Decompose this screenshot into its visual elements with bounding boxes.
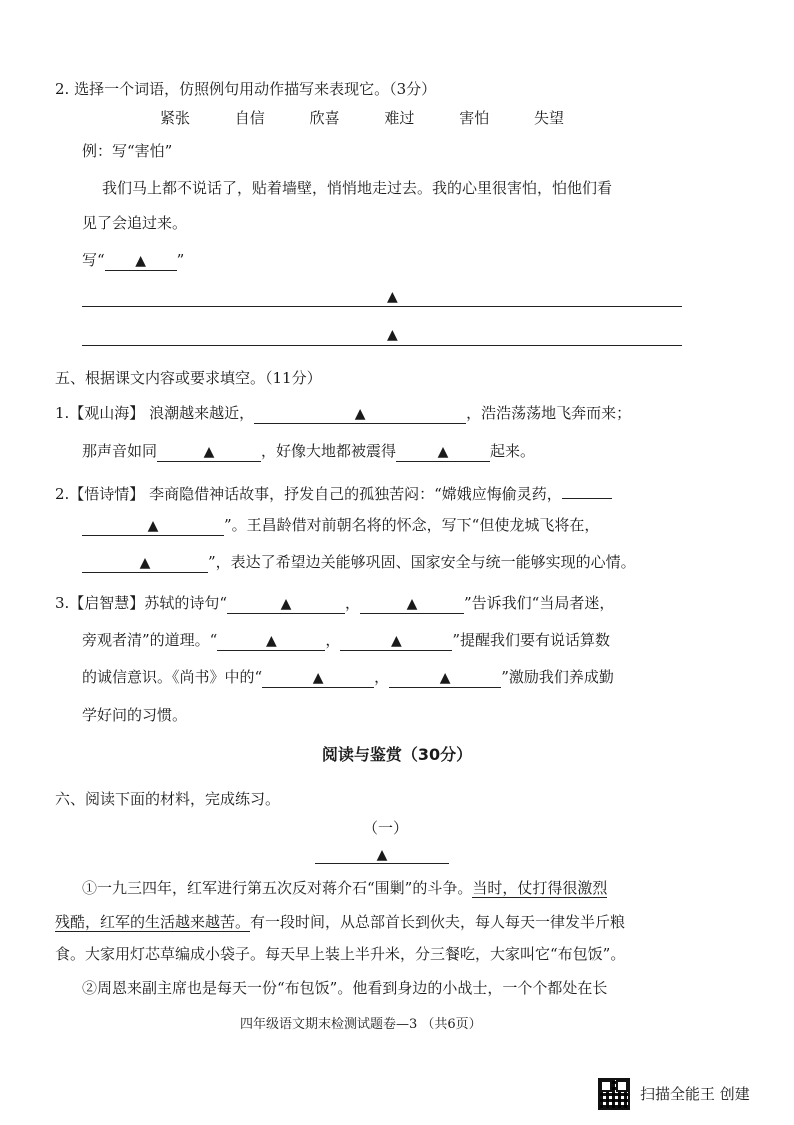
- fill-blank[interactable]: ▲: [217, 630, 325, 651]
- qr-code-icon: [598, 1078, 630, 1110]
- q2-prompt: 2. 选择一个词语，仿照例句用动作描写来表现它。（3分）: [55, 80, 437, 98]
- s5-item-3-line-3: 的诚信意识。《尚书》中的“ ▲ ， ▲ ”激励我们养成勤: [82, 668, 614, 686]
- passage-p1-line-1: ①一九三四年，红军进行第五次反对蒋介石“围剿”的斗争。当时，仗打得很激烈: [82, 879, 608, 897]
- s5-item-2-line-1: 2.【悟诗情】 李商隐借神话故事，抒发自己的孤独苦闷：“嫦娥应悔偷灵药，: [55, 478, 612, 504]
- passage-p1-line-3: 食。大家用灯芯草编成小袋子。每天早上装上半升米，分三餐吃，大家叫它“布包饭”。: [55, 945, 626, 963]
- answer-line[interactable]: [82, 306, 682, 307]
- s5-item-3-line-2: 旁观者清”的道理。“ ▲ ， ▲ ”提醒我们要有说话算数: [82, 631, 611, 649]
- passage-part-label: （一）: [363, 819, 409, 837]
- example-label: 例：写“害怕”: [82, 142, 173, 160]
- example-line-2: 见了会追过来。: [82, 214, 188, 232]
- word-option: 自信: [234, 109, 265, 127]
- reading-heading: 阅读与鉴赏（30分）: [321, 745, 473, 764]
- fill-blank[interactable]: [562, 478, 612, 499]
- fill-blank[interactable]: ▲: [340, 630, 452, 651]
- passage-title-blank[interactable]: ▲: [315, 845, 449, 864]
- fill-blank[interactable]: ▲: [227, 593, 345, 614]
- q2-word-list: [160, 107, 604, 128]
- fill-blank[interactable]: ▲: [389, 667, 501, 688]
- answer-marker: ▲: [387, 327, 398, 343]
- passage-p2-line-1: ②周恩来副主席也是每天一份“布包饭”。他看到身边的小战士，一个个都处在长: [82, 979, 608, 997]
- passage-p1-line-2: 残酷，红军的生活越来越苦。有一段时间，从总部首长到伙夫，每人每天一律发半斤粮: [55, 913, 626, 931]
- fill-blank[interactable]: ▲: [82, 515, 224, 536]
- s5-item-2-line-3: ▲ ”，表达了希望边关能够巩固、国家安全与统一能够实现的心情。: [82, 551, 636, 573]
- s5-item-3-line-1: 3.【启智慧】苏轼的诗句“ ▲ ， ▲ ”告诉我们“当局者迷，: [55, 594, 615, 612]
- word-option: 紧张: [160, 109, 191, 127]
- fill-blank[interactable]: ▲: [262, 667, 374, 688]
- word-option: 害怕: [459, 109, 490, 127]
- scanner-watermark: 扫描全能王 创建: [640, 1085, 750, 1103]
- word-option: 难过: [384, 109, 415, 127]
- s5-item-3-line-4: 学好问的习惯。: [82, 706, 188, 724]
- s5-item-2-line-2: ▲ ”。王昌龄借对前朝名将的怀念，写下“但使龙城飞将在，: [82, 514, 599, 536]
- answer-marker: ▲: [387, 289, 398, 305]
- fill-blank[interactable]: ▲: [157, 441, 261, 462]
- s5-item-1-line-1: 1.【观山海】 浪潮越来越近， ▲ ，浩浩荡荡地飞奔而来；: [55, 404, 632, 422]
- underlined-sentence: 当时，仗打得很激烈: [472, 879, 608, 897]
- fill-blank[interactable]: ▲: [360, 593, 464, 614]
- answer-line[interactable]: [82, 345, 682, 346]
- fill-blank[interactable]: ▲: [396, 441, 490, 462]
- fill-blank[interactable]: ▲: [254, 403, 466, 424]
- answer-blank[interactable]: ▲: [105, 250, 177, 271]
- example-line-1: 我们马上都不说话了，贴着墙壁，悄悄地走过去。我的心里很害怕，怕他们看: [102, 179, 613, 197]
- section-5-title: 五、根据课文内容或要求填空。（11分）: [55, 369, 322, 387]
- write-prompt: 写“ ▲ ”: [82, 251, 185, 269]
- underlined-sentence: 残酷，红军的生活越来越苦。: [55, 913, 251, 931]
- fill-blank[interactable]: ▲: [82, 552, 208, 573]
- word-option: 欣喜: [309, 109, 340, 127]
- word-option: 失望: [533, 109, 564, 127]
- page-footer: 四年级语文期末检测试题卷—3 （共6页）: [240, 1017, 482, 1032]
- s5-item-1-line-2: 那声音如同 ▲ ，好像大地都被震得 ▲ 起来。: [82, 442, 536, 460]
- section-6-title: 六、阅读下面的材料，完成练习。: [55, 790, 281, 808]
